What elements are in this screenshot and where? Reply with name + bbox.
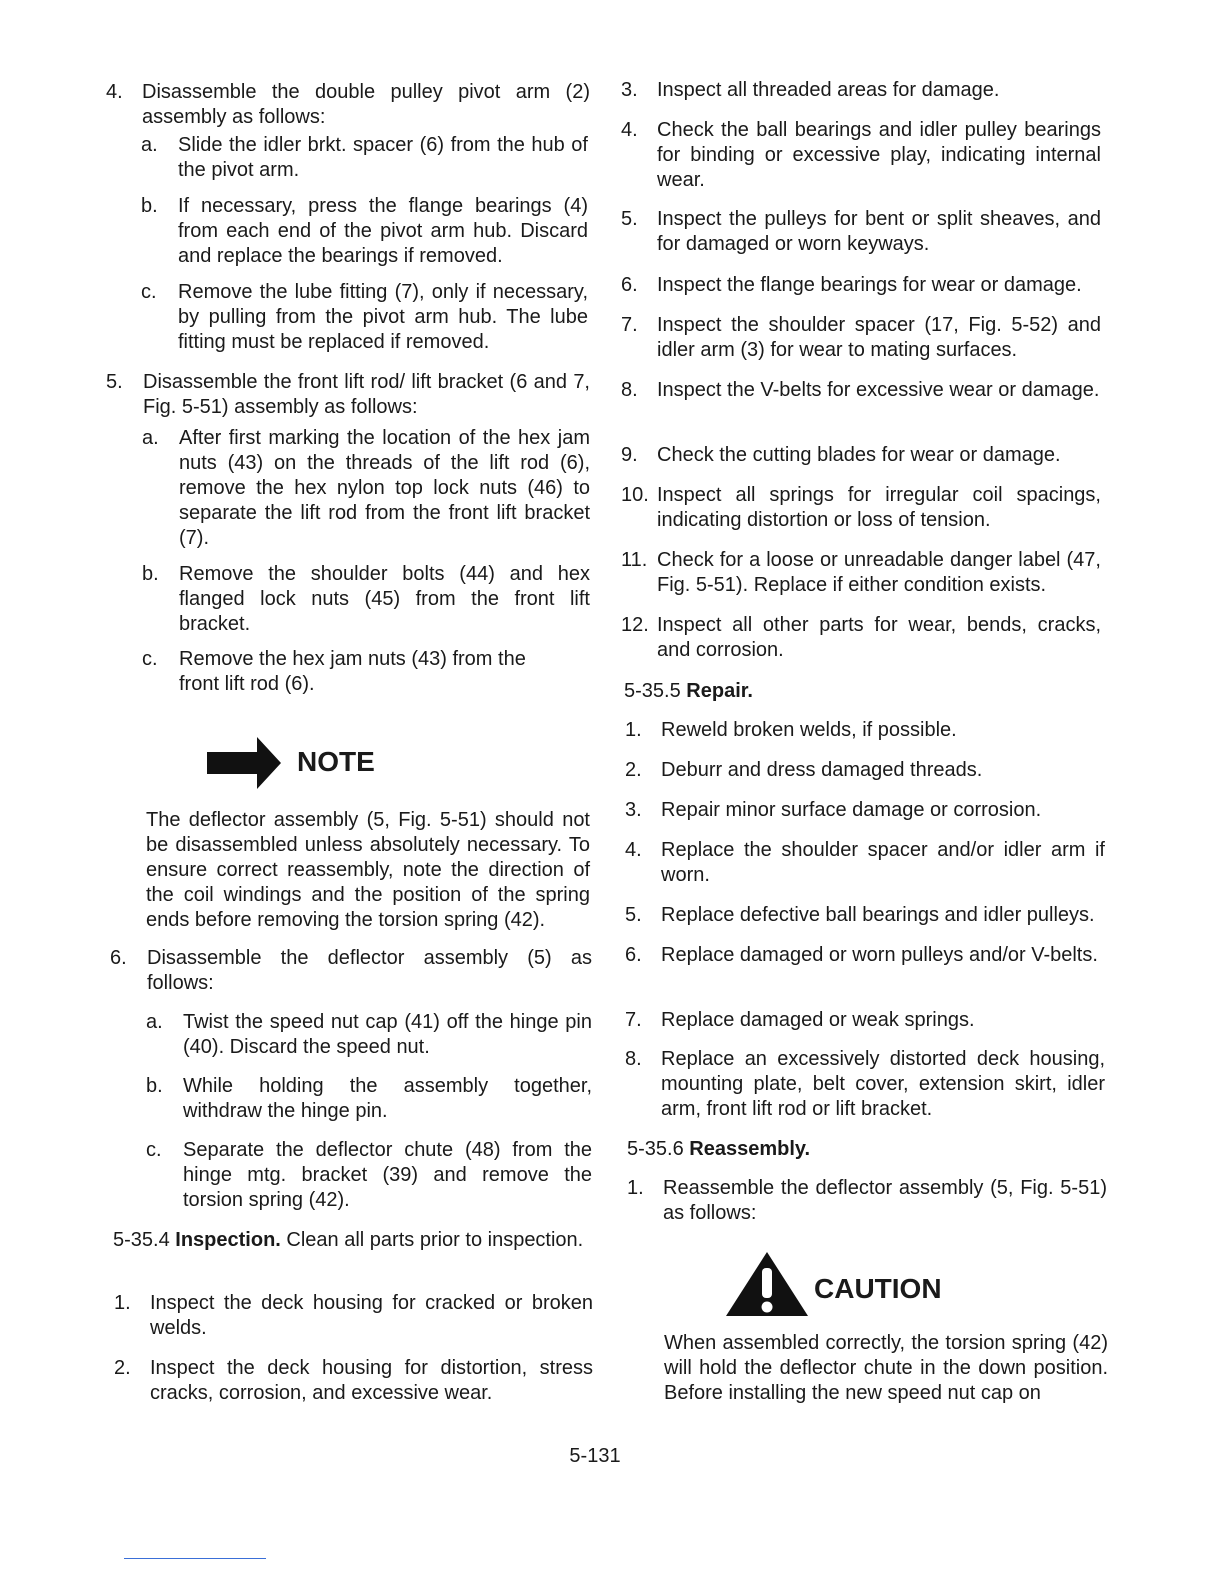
item-number: 1. [627, 1177, 644, 1199]
section-inspection [113, 1228, 593, 1253]
item-number: 2. [625, 759, 642, 781]
item-number: 3. [625, 799, 642, 821]
substep-6a [146, 1010, 592, 1060]
item-text: Reassemble the deflector assembly (5, Fig. 5-51) as follows: [663, 1177, 1107, 1224]
item-text: Reweld broken welds, if possible. [661, 719, 957, 741]
item-number: 1. [114, 1292, 131, 1314]
item-text: Replace the shoulder spacer and/or idler arm if worn. [661, 839, 1105, 886]
note-text: The deflector assembly (5, Fig. 5-51) should not be disassembled unless absolutely necessary. To ensure correct reassembly, note the direction of the coil windings and the position of the spring ends before removing the torsion spring (42). [146, 809, 590, 931]
inspection-item-11 [621, 548, 1101, 598]
inspection-item-1 [114, 1291, 593, 1341]
item-number: 7. [621, 314, 638, 336]
item-number: 5. [625, 904, 642, 926]
step-4 [106, 80, 590, 130]
item-number: 7. [625, 1009, 642, 1031]
section-number: 5-35.6 [627, 1138, 684, 1160]
item-text: Inspect all other parts for wear, bends, cracks, and corrosion. [657, 614, 1101, 661]
substep-letter: b. [141, 195, 158, 217]
section-reassembly [627, 1137, 1107, 1162]
substep-4b [141, 194, 588, 269]
section-number: 5-35.4 [113, 1229, 170, 1251]
section-title: Reassembly. [689, 1138, 811, 1160]
substep-text: While holding the assembly together, withdraw the hinge pin. [183, 1075, 592, 1122]
repair-item-3 [625, 798, 1105, 823]
page-number: 5-131 [569, 1445, 621, 1467]
substep-6b [146, 1074, 592, 1124]
substep-text: Remove the lube fitting (7), only if necessary, by pulling from the pivot arm hub. The lube fitting must be replaced if removed. [178, 281, 588, 353]
item-text: Replace damaged or weak springs. [661, 1009, 975, 1031]
substep-letter: c. [146, 1139, 162, 1161]
substep-text: Twist the speed nut cap (41) off the hinge pin (40). Discard the speed nut. [183, 1011, 592, 1058]
item-number: 6. [621, 274, 638, 296]
step-5 [106, 370, 590, 420]
substep-text: Remove the shoulder bolts (44) and hex flanged lock nuts (45) from the front lift bracket. [179, 563, 590, 635]
section-title: Repair. [686, 680, 753, 702]
substep-letter: c. [141, 281, 157, 303]
item-number: 6. [625, 944, 642, 966]
section-repair [624, 679, 1104, 704]
arrow-right-icon [205, 735, 285, 791]
section-title: Inspection. [175, 1229, 281, 1251]
item-text: Check for a loose or unreadable danger label (47, Fig. 5-51). Replace if either condition exists. [657, 549, 1101, 596]
item-number: 8. [625, 1048, 642, 1070]
substep-6c [146, 1138, 592, 1213]
inspection-item-3 [621, 78, 1101, 103]
footer-rule [124, 1558, 266, 1559]
reassembly-item-1 [627, 1176, 1107, 1226]
step-text: Disassemble the deflector assembly (5) as follows: [147, 947, 592, 994]
note-header [205, 735, 405, 791]
inspection-item-7 [621, 313, 1101, 363]
inspection-item-12 [621, 613, 1101, 663]
substep-text: Separate the deflector chute (48) from the hinge mtg. bracket (39) and remove the torsion spring (42). [183, 1139, 592, 1211]
item-text: Inspect all threaded areas for damage. [657, 79, 1000, 101]
substep-letter: c. [142, 648, 158, 670]
repair-item-5 [625, 903, 1105, 928]
item-number: 11. [621, 549, 648, 571]
item-text: Replace defective ball bearings and idler pulleys. [661, 904, 1095, 926]
item-text: Deburr and dress damaged threads. [661, 759, 983, 781]
item-text: Inspect the pulleys for bent or split sheaves, and for damaged or worn keyways. [657, 208, 1101, 255]
item-text: Check the cutting blades for wear or damage. [657, 444, 1061, 466]
item-text: Replace an excessively distorted deck housing, mounting plate, belt cover, extension skirt, idler arm, front lift rod or lift bracket. [661, 1048, 1105, 1120]
item-text: Inspect the deck housing for cracked or broken welds. [150, 1292, 593, 1339]
repair-item-2 [625, 758, 1105, 783]
substep-5b [142, 562, 590, 637]
step-number: 6. [110, 947, 127, 969]
item-number: 10. [621, 484, 649, 506]
step-number: 5. [106, 371, 123, 393]
step-text: Disassemble the double pulley pivot arm (2) assembly as follows: [142, 81, 590, 128]
item-number: 4. [625, 839, 642, 861]
item-number: 5. [621, 208, 638, 230]
item-text: Inspect all springs for irregular coil spacings, indicating distortion or loss of tension. [657, 484, 1101, 531]
repair-item-7 [625, 1008, 1105, 1033]
substep-5a [142, 426, 590, 551]
inspection-item-10 [621, 483, 1101, 533]
section-number: 5-35.5 [624, 680, 681, 702]
substep-letter: a. [141, 134, 158, 156]
substep-letter: b. [146, 1075, 163, 1097]
item-number: 1. [625, 719, 642, 741]
item-text: Inspect the V-belts for excessive wear or damage. [657, 379, 1100, 401]
inspection-item-8 [621, 378, 1101, 403]
repair-item-8 [625, 1047, 1105, 1122]
item-number: 2. [114, 1357, 131, 1379]
warning-triangle-icon [724, 1250, 810, 1318]
caution-header [724, 1250, 984, 1320]
caution-text: When assembled correctly, the torsion spring (42) will hold the deflector chute in the down position. Before installing the new speed nut cap on [664, 1332, 1108, 1404]
inspection-item-9 [621, 443, 1101, 468]
section-intro: Clean all parts prior to inspection. [286, 1229, 584, 1251]
substep-5c [142, 647, 590, 697]
substep-4a [141, 133, 588, 183]
inspection-item-2 [114, 1356, 593, 1406]
item-number: 12. [621, 614, 649, 636]
step-text: Disassemble the front lift rod/ lift bracket (6 and 7, Fig. 5-51) assembly as follows: [143, 371, 590, 418]
item-number: 9. [621, 444, 638, 466]
inspection-item-4 [621, 118, 1101, 193]
substep-letter: a. [142, 427, 159, 449]
inspection-item-6 [621, 273, 1101, 298]
inspection-item-5 [621, 207, 1101, 257]
item-number: 4. [621, 119, 638, 141]
item-text: Replace damaged or worn pulleys and/or V-belts. [661, 944, 1098, 966]
repair-item-1 [625, 718, 1105, 743]
repair-item-6 [625, 943, 1105, 968]
substep-letter: b. [142, 563, 159, 585]
substep-letter: a. [146, 1011, 163, 1033]
item-text: Repair minor surface damage or corrosion. [661, 799, 1042, 821]
item-text: Inspect the deck housing for distortion, stress cracks, corrosion, and excessive wear. [150, 1357, 593, 1404]
substep-text: If necessary, press the flange bearings (4) from each end of the pivot arm hub. Discard and replace the bearings if removed. [178, 195, 588, 267]
note-label: NOTE [297, 746, 375, 777]
repair-item-4 [625, 838, 1105, 888]
caution-label: CAUTION [814, 1273, 942, 1304]
substep-text: After first marking the location of the hex jam nuts (43) on the threads of the lift rod (6), remove the hex nylon top lock nuts (46) to separate the lift rod from the front lift bracket (7). [179, 427, 590, 549]
step-6 [110, 946, 592, 996]
item-number: 3. [621, 79, 638, 101]
substep-text: Remove the hex jam nuts (43) from the front lift rod (6). [179, 648, 526, 695]
substep-4c [141, 280, 588, 355]
item-text: Inspect the flange bearings for wear or damage. [657, 274, 1082, 296]
step-number: 4. [106, 81, 123, 103]
substep-text: Slide the idler brkt. spacer (6) from the hub of the pivot arm. [178, 134, 588, 181]
item-text: Check the ball bearings and idler pulley bearings for binding or excessive play, indicating internal wear. [657, 119, 1101, 191]
item-number: 8. [621, 379, 638, 401]
item-text: Inspect the shoulder spacer (17, Fig. 5-52) and idler arm (3) for wear to mating surfaces. [657, 314, 1101, 361]
